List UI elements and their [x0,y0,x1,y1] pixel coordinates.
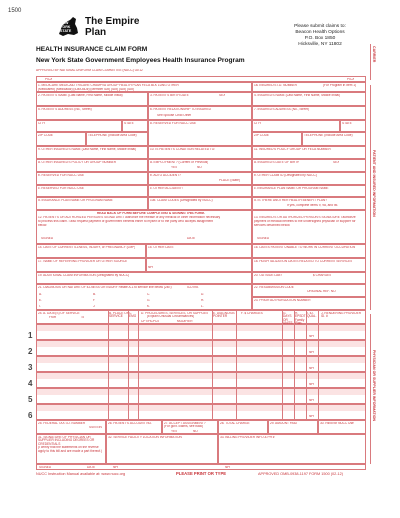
patient-telephone-label: TELEPHONE (Include Area Code) [88,133,137,137]
field-33-label: 33. BILLING PROVIDER INFO & PH # [220,435,275,439]
form-subtitle: New York State Government Employees Health Insurance Program [36,57,245,64]
field-9-other-insured-name[interactable] [36,146,148,159]
field-17-label: 17. NAME OF REFERRING PROVIDER OR OTHER SOURCE [38,259,128,263]
footer-right: APPROVED OMB-0938-1197 FORM 1500 (02-12) [258,472,343,476]
field-20-label: 20. OUTSIDE LAB? [254,273,283,277]
field-24j-label: J. RENDERING PROVIDER ID. # [321,311,362,319]
field-5-patient-address[interactable] [36,106,148,120]
service-line-5-number: 5 [28,395,33,404]
field-16-unable-to-work[interactable] [252,244,366,258]
diag-c: C. [147,293,151,296]
col-divider-h [294,310,295,420]
field-9b-label: b. RESERVED FOR NUCC USE [38,173,85,177]
logo-plan-name-1: The Empire [85,16,140,27]
side-label-physician: PHYSICIAN OR SUPPLIER INFORMATION [372,350,376,422]
footer-left: NUCC Instruction Manual available at: www.nucc.org [36,472,126,476]
field-8-label: 8. RESERVED FOR NUCC USE [150,121,197,125]
submit-line-1: Please submit claims to: [294,24,346,29]
field-10a-no: NO [197,166,202,169]
field-9c-reserved[interactable] [36,185,148,197]
field-3-label: 3. PATIENT'S BIRTH DATE [150,93,189,97]
field-23-prior-auth[interactable] [252,297,366,310]
field-32-npi: NPI [113,465,119,469]
service-line-5-npi: NPI [309,399,315,402]
insured-city-label: CITY [254,121,262,125]
diag-d: D. [201,293,205,296]
field-29-amount-paid[interactable] [268,420,318,434]
field-13-label: 13. INSURED'S OR AUTHORIZED PERSON'S SIGNATURE I authorize [254,216,356,219]
field-13-label-2: payment of medical benefits to the undersigned physician or supplier for [254,220,356,223]
field-32-service-facility[interactable] [106,434,218,464]
service-line-2[interactable] [36,340,366,356]
submit-line-2: Beacon Health Options [295,30,345,35]
field-27-no: NO [193,430,198,433]
field-20-charges: $ CHARGES [313,273,332,277]
field-10b-label: b. AUTO ACCIDENT? [150,173,181,177]
field-10a-yes: YES [171,166,178,169]
field-25-tax-id[interactable] [36,420,106,434]
field-22-orig: ORIGINAL REF. NO. [307,290,337,293]
field-10a-employment[interactable] [148,159,252,172]
service-line-3-number: 3 [28,363,33,372]
field-17b-label: NPI [148,266,154,269]
field-11a-insured-dob[interactable] [252,159,366,172]
field-25-label: 25. FEDERAL TAX I.D. NUMBER [38,421,86,425]
field-33-billing-provider[interactable] [218,434,366,464]
col-divider-f [236,310,237,420]
field-12-patient-signature[interactable] [36,210,252,244]
field-11a-label: a. INSURED'S DATE OF BIRTH [254,160,300,164]
field-7-insured-address[interactable] [252,106,366,120]
field-2-label: 2. PATIENT'S NAME (Last Name, First Name, Middle Initial) [38,93,123,97]
patient-telephone[interactable] [86,132,148,146]
field-6-options: Self Spouse Child Other [157,114,192,117]
field-8-reserved[interactable] [148,120,252,146]
service-line-3[interactable] [36,356,366,372]
diag-a: A. [39,293,43,296]
field-21-icd: ICD Ind. [187,285,199,289]
service-line-2-npi: NPI [309,351,315,354]
field-10d-label: 10d. CLAIM CODES (Designated by NUCC) [150,198,213,202]
patient-state-label: STATE [124,121,134,125]
field-11a-sex: SEX [333,160,340,164]
service-line-3-npi: NPI [309,367,315,370]
diag-f: F. [93,299,96,302]
service-line-4-npi: NPI [309,383,315,386]
field-27-accept-assignment[interactable] [162,420,218,434]
field-11-policy-group[interactable] [252,146,366,159]
patient-state[interactable] [122,120,148,132]
field-10-condition-related [148,146,252,159]
field-12-label: 12. PATIENT'S OR AUTHORIZED PERSON'S SIGNATURE I authorize the release of any medical or other information necessary [38,216,221,219]
service-line-4-number: 4 [28,379,33,388]
field-10c-label: c. OTHER ACCIDENT? [150,186,184,190]
field-10c-other-accident[interactable] [148,185,252,197]
service-line-4[interactable] [36,372,366,388]
field-29-label: 29. AMOUNT PAID [270,421,297,425]
field-30-reserved[interactable] [318,420,366,434]
field-24b-label: B. PLACE OF SERVICE [109,311,129,319]
approved-line: APPROVED BY NATIONAL UNIFORM CLAIM COMMITTEE (NUCC) 02/12 [36,69,143,72]
field-24a-to: To [81,316,85,319]
field-9d-plan-name[interactable] [36,197,148,210]
field-14-label: 14. DATE OF CURRENT ILLNESS, INJURY, or PREGNANCY (LMP) [38,245,136,249]
field-11c-label: c. INSURANCE PLAN NAME OR PROGRAM NAME [254,186,329,190]
insured-zip[interactable] [252,132,302,146]
col-divider-g [282,310,283,420]
service-line-6[interactable] [36,404,366,420]
field-1a-sublabel: (For Program in Item 1) [323,83,357,87]
logo-state-text: NEW YORK STATE [60,21,72,33]
field-33-npi: NPI [225,465,231,469]
side-rule-carrier [370,44,371,80]
field-21-diagnosis[interactable] [36,284,252,310]
field-24c-label: C. EMG [129,311,137,319]
field-3-birth-date[interactable] [148,92,252,106]
field-24e-label: E. DIAGNOSIS POINTER [213,311,235,319]
submit-line-4: Hicksville, NY 11802 [298,42,342,47]
field-2-patient-name[interactable] [36,92,148,106]
signed-date-row [36,464,366,470]
service-line-1-number: 1 [28,331,33,340]
field-31-date: DATE [87,465,96,469]
field-24d-label: D. PROCEDURES, SERVICES, OR SUPPLIES [141,311,209,315]
field-5-label: 5. PATIENT'S ADDRESS (No., Street) [38,107,92,111]
field-9d-label: d. INSURANCE PLAN NAME OR PROGRAM NAME [38,198,113,202]
patient-city[interactable] [36,120,122,132]
field-3-sex-label: SEX [219,93,226,97]
service-line-1[interactable] [36,324,366,340]
service-line-5[interactable] [36,388,366,404]
col-divider-d [138,310,139,420]
field-18-hospitalization[interactable] [252,258,366,272]
field-1-coverage[interactable] [36,82,252,92]
field-4-label: 4. INSURED'S NAME (Last Name, First Name, Middle Initial) [254,93,340,97]
field-28-label: 28. TOTAL CHARGE [220,421,250,425]
field-30-label: 30. Rsvd for NUCC Use [320,421,354,425]
field-24-header [36,310,366,324]
field-24f-label: F. $ CHARGES [241,311,263,315]
field-22-resubmission[interactable] [252,284,366,297]
field-9a-label: a. OTHER INSURED'S POLICY OR GROUP NUMBER [38,160,117,164]
field-26-account-no[interactable] [106,420,162,434]
side-label-patient-insured: PATIENT AND INSURED INFORMATION [372,150,376,217]
field-28-total-charge[interactable] [218,420,268,434]
field-20-outside-lab[interactable] [252,272,366,284]
insured-state-label: STATE [342,121,352,125]
field-10d-claim-codes[interactable] [148,197,252,210]
side-rule-physician [370,314,371,464]
field-1-label: 1. MEDICARE MEDICAID TRICARE CHAMPVA GROUP HEALTH PLAN FECA BLK LUNG OTHER [38,83,179,87]
insured-zip-label: ZIP CODE [254,133,269,137]
field-31-signed: SIGNED [39,465,52,469]
field-27-yes: YES [171,430,178,433]
field-10a-label: a. EMPLOYMENT? (Current or Previous) [150,160,209,164]
field-21-label: 21. DIAGNOSIS OR NATURE OF ILLNESS OR INJURY Relate A-L to service line below (24E) [38,285,172,289]
field-9a-other-policy[interactable] [36,159,148,172]
field-17-referring-provider[interactable] [36,258,146,272]
field-24i-label: I. ID. QUAL. [307,311,317,319]
field-10b-place: PLACE (State) [219,179,240,182]
field-14-current-illness-date[interactable] [36,244,146,258]
insured-city[interactable] [252,120,340,132]
field-11b-label: b. OTHER CLAIM ID (Designated by NUCC) [254,173,317,177]
field-11d-sublabel: If yes, complete items 9, 9a, and 9d. [287,204,339,207]
field-19-label: 19. ADDITIONAL CLAIM INFORMATION (Designated by NUCC) [38,273,130,277]
field-32-label: 32. SERVICE FACILITY LOCATION INFORMATION [108,435,182,439]
field-16-label: 16. DATES PATIENT UNABLE TO WORK IN CURRENT OCCUPATION [254,245,356,249]
field-24a-from: From [49,316,57,319]
field-12-label-3: below. [38,224,48,227]
field-12-signed: SIGNED [41,237,54,240]
col-divider-e [212,310,213,420]
field-10b-auto-accident[interactable] [148,172,252,185]
pica-left: PICA [45,77,53,81]
service-line-6-npi: NPI [309,415,315,418]
form-number: 1500 [8,8,22,14]
field-11b-other-claim-id[interactable] [252,172,366,185]
field-12-label-2: to process this claim. I also request payment of government benefits either to myself or to the party who accepts assignment [38,220,214,223]
pica-right: PICA [347,77,355,81]
service-line-6-number: 6 [28,411,33,420]
diag-b: B. [93,293,97,296]
side-rule-patient [370,85,371,310]
field-26-label: 26. PATIENT'S ACCOUNT NO. [108,421,152,425]
field-24h-label: H. EPSDT Family [295,311,306,322]
insured-telephone[interactable] [302,132,366,146]
field-23-label: 23. PRIOR AUTHORIZATION NUMBER [254,298,311,302]
patient-zip[interactable] [36,132,86,146]
field-31-physician-signature[interactable] [36,434,106,464]
field-11d-another-plan[interactable] [252,197,366,210]
insured-telephone-label: TELEPHONE (Include Area Code) [304,133,353,137]
field-1a-insured-id[interactable] [252,82,366,92]
field-13-signed: SIGNED [257,237,270,240]
field-6-relationship[interactable] [148,106,252,120]
field-24d-sub: (Explain Unusual Circumstances) [147,315,195,318]
diag-k: K. [147,305,151,308]
col-divider-i [306,310,307,420]
field-24d-mod: MODIFIER [177,320,193,323]
submit-address [280,24,360,48]
field-9c-label: c. RESERVED FOR NUCC USE [38,186,84,190]
field-24d-cpt: CPT/HCPCS [141,320,160,323]
field-1a-label: 1a. INSURED'S I.D. NUMBER [254,83,297,87]
field-1-sublabel: (Medicare#) (Medicaid#) (ID#/DoD#) (Member ID#) (ID#) (ID#) (ID#) [38,88,134,91]
field-15-label: 15. OTHER DATE [148,245,174,249]
col-divider-c [128,310,129,420]
side-label-carrier: CARRIER [372,46,376,63]
field-13-label-3: services described below. [254,224,291,227]
col-divider-b [108,310,109,420]
field-17b-npi[interactable] [146,258,252,272]
field-4-insured-name[interactable] [252,92,366,106]
patient-zip-label: ZIP CODE [38,133,53,137]
field-24g-label: G. DAYS OR [283,311,292,322]
field-13-insured-signature[interactable] [252,210,366,244]
col-divider-j [318,310,319,420]
field-11-label: 11. INSURED'S POLICY GROUP OR FECA NUMBER [254,147,331,151]
logo-plan-name-2: Plan [85,27,107,38]
field-15-other-date[interactable] [146,244,252,258]
field-31-sub: (I certify that the statements on the reverse apply to this bill and are made a part thereof.) [38,446,103,453]
field-27-label: 27. ACCEPT ASSIGNMENT? [164,421,206,425]
submit-line-3: P.O. Box 1850 [304,36,336,41]
diag-g: G. [147,299,151,302]
field-24a-label: 24. A. DATE(S) OF SERVICE [38,311,80,315]
field-27-sub: (For govt. claims, see back) [164,425,204,428]
field-12-date: DATE [187,237,196,240]
field-18-label: 18. HOSPITALIZATION DATES RELATED TO CURRENT SERVICES [254,259,353,263]
field-19-additional-info[interactable] [36,272,252,284]
diag-i: I. [39,305,41,308]
read-back-notice: READ BACK OF FORM BEFORE COMPLETING & SIGNING THIS FORM. [97,211,205,215]
form-title: HEALTH INSURANCE CLAIM FORM [36,46,148,53]
field-11c-plan-name[interactable] [252,185,366,197]
service-line-1-npi: NPI [309,335,315,338]
field-7-label: 7. INSURED'S ADDRESS (No., Street) [254,107,309,111]
footer-center: PLEASE PRINT OR TYPE [176,471,227,476]
field-11d-label: d. IS THERE ANOTHER HEALTH BENEFIT PLAN? [254,198,327,202]
insured-state[interactable] [340,120,366,132]
logo [56,14,140,42]
field-6-label: 6. PATIENT RELATIONSHIP TO INSURED [150,107,211,111]
diag-h: H. [201,299,205,302]
patient-city-label: CITY [38,121,46,125]
field-10-label: 10. IS PATIENT'S CONDITION RELATED TO: [150,147,216,151]
field-9-label: 9. OTHER INSURED'S NAME (Last Name, First Name, Middle Initial) [38,147,137,151]
field-31-label: 31. SIGNATURE OF PHYSICIAN OR SUPPLIER INCLUDING DEGREES OR CREDENTIALS [38,435,95,446]
diag-j: J. [93,305,96,308]
field-22-label: 22. RESUBMISSION CODE [254,285,294,289]
diag-l: L. [201,305,204,308]
service-line-2-number: 2 [28,347,33,356]
diag-e: E. [39,299,43,302]
field-9b-reserved[interactable] [36,172,148,185]
field-25-opts: SSN EIN [89,426,102,429]
